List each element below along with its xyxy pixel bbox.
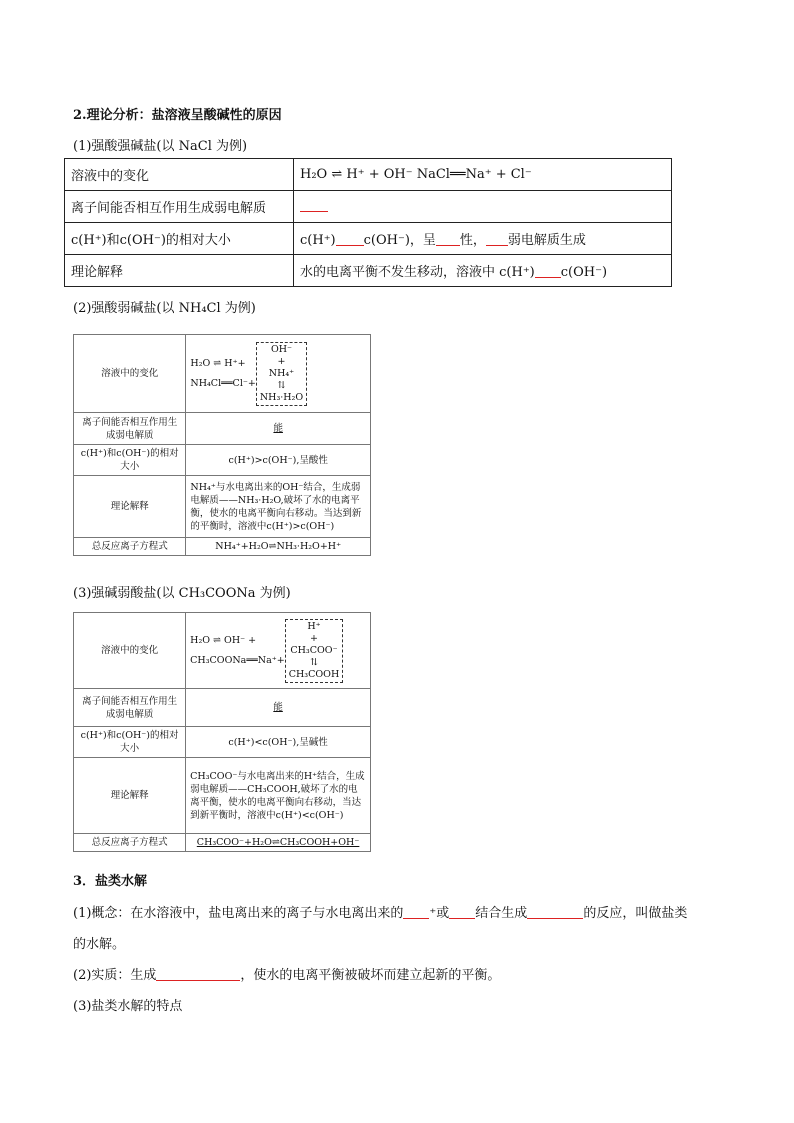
row-label: 总反应离子方程式 — [74, 538, 186, 556]
text: (2)实质：生成 — [73, 968, 157, 983]
equilibrium-arrow: ⇅ — [310, 656, 318, 668]
blank-line[interactable] — [300, 199, 328, 212]
text: c(OH⁻) — [560, 265, 608, 280]
table-row — [74, 613, 371, 689]
text: ，使水的电离平衡被破坏而建立起新的平衡。 — [240, 968, 501, 983]
row-label: c(H⁺)和c(OH⁻)的相对大小 — [65, 223, 294, 255]
weak-electrolyte: CH₃COOH — [288, 668, 340, 680]
table-row — [74, 335, 371, 413]
text: c(OH⁻)，呈 — [363, 233, 436, 248]
plus: + — [277, 355, 286, 367]
blank-line[interactable] — [436, 233, 460, 246]
essence-line — [73, 964, 500, 983]
text: 弱电解质生成 — [507, 233, 586, 248]
blank-line[interactable] — [527, 906, 583, 919]
equation: CH₃COO⁻+H₂O⇌CH₃COOH+OH⁻ — [196, 837, 360, 848]
table-row — [74, 758, 371, 834]
row-label: 理论解释 — [65, 255, 294, 287]
section-heading-2: 2.理论分析：盐溶液呈酸碱性的原因 — [73, 108, 282, 123]
blank-line[interactable] — [486, 233, 508, 246]
text: 水的电离平衡不发生移动，溶液中 c(H⁺) — [300, 265, 535, 280]
text: c(H⁺) — [300, 233, 336, 248]
subsection-1-title: (1)强酸强碱盐(以 NaCl 为例) — [73, 139, 248, 154]
row-content — [294, 223, 672, 255]
blank-line[interactable] — [449, 906, 475, 919]
row-content — [186, 689, 371, 727]
table-row — [65, 159, 672, 191]
weak-electrolyte: NH₃·H₂O — [259, 391, 304, 403]
row-label: 溶液中的变化 — [74, 613, 186, 689]
row-content — [186, 413, 371, 445]
row-content — [186, 613, 371, 689]
blank-line[interactable] — [336, 233, 364, 246]
table-row — [74, 538, 371, 556]
row-label: c(H⁺)和c(OH⁻)的相对大小 — [74, 727, 186, 758]
blank-line[interactable] — [403, 906, 429, 919]
ion: H⁺ — [307, 620, 321, 632]
row-content — [186, 834, 371, 852]
text: 结合生成 — [475, 906, 528, 921]
row-content: NH₄⁺+H₂O⇌NH₃·H₂O+H⁺ — [186, 538, 371, 556]
blank-line[interactable] — [156, 968, 240, 981]
equation-line: H₂O ⇌ H⁺+ — [190, 357, 246, 369]
row-content — [186, 335, 371, 413]
table-row — [65, 223, 672, 255]
features-title: (3)盐类水解的特点 — [73, 999, 183, 1014]
answer: 能 — [273, 702, 283, 713]
table-row — [74, 476, 371, 538]
row-label: 离子间能否相互作用生成弱电解质 — [65, 191, 294, 223]
table-row — [65, 191, 672, 223]
table-strong-acid-weak-base — [73, 334, 371, 556]
row-label: 理论解释 — [74, 476, 186, 538]
table-row — [65, 255, 672, 287]
section-heading-3: 3．盐类水解 — [73, 874, 148, 889]
ion: CH₃COO⁻ — [290, 644, 338, 656]
text: (1)概念：在水溶液中，盐电离出来的离子与水电离出来的 — [73, 906, 404, 921]
table-strong-base-weak-acid — [73, 612, 371, 852]
table-row — [74, 445, 371, 476]
row-label: 理论解释 — [74, 758, 186, 834]
row-content: c(H⁺)>c(OH⁻),呈酸性 — [186, 445, 371, 476]
concept-continuation: 的水解。 — [73, 937, 126, 952]
row-label: 总反应离子方程式 — [74, 834, 186, 852]
table-row — [74, 689, 371, 727]
row-content — [294, 191, 672, 223]
concept-line — [73, 902, 687, 921]
text: 性， — [459, 233, 486, 248]
row-content: H₂O ⇌ H⁺ + OH⁻ NaCl══Na⁺ + Cl⁻ — [294, 159, 672, 191]
equation-line: H₂O ⇌ OH⁻ + — [190, 634, 257, 646]
plus: + — [310, 632, 318, 644]
equation-line: CH₃COONa══Na⁺+ — [190, 654, 285, 666]
blank-line[interactable] — [535, 265, 561, 278]
table-row — [74, 727, 371, 758]
equilibrium-arrow: ⇅ — [277, 379, 286, 391]
row-label: 溶液中的变化 — [65, 159, 294, 191]
equation-line: NH₄Cl══Cl⁻+ — [190, 377, 256, 389]
table-row — [74, 413, 371, 445]
ion: NH₄⁺ — [268, 367, 295, 379]
table-row — [74, 834, 371, 852]
row-content: CH₃COO⁻与水电离出来的H⁺结合，生成弱电解质——CH₃COOH,破坏了水的电离平衡，使水的电离平衡向右移动，当达到新平衡时，溶液中c(H⁺)<c(OH⁻) — [186, 758, 371, 834]
answer: 能 — [273, 423, 283, 434]
subsection-3-title: (3)强碱弱酸盐(以 CH₃COONa 为例) — [73, 586, 291, 601]
row-content — [294, 255, 672, 287]
ion: OH⁻ — [270, 343, 293, 355]
row-label: c(H⁺)和c(OH⁻)的相对大小 — [74, 445, 186, 476]
row-label: 溶液中的变化 — [74, 335, 186, 413]
row-label: 离子间能否相互作用生成弱电解质 — [74, 689, 186, 727]
ion-combination-box — [256, 342, 307, 406]
text: ⁺或 — [429, 906, 450, 921]
ion-combination-box — [285, 619, 344, 683]
subsection-2-title: (2)强酸弱碱盐(以 NH₄Cl 为例) — [73, 301, 256, 316]
row-content: NH₄⁺与水电离出来的OH⁻结合，生成弱电解质——NH₃·H₂O,破坏了水的电离平衡，使水的电离平衡向右移动。当达到新的平衡时，溶液中c(H⁺)>c(OH⁻) — [186, 476, 371, 538]
row-label: 离子间能否相互作用生成弱电解质 — [74, 413, 186, 445]
table-strong-acid-strong-base — [64, 158, 672, 287]
text: 的反应，叫做盐类 — [583, 906, 688, 921]
row-content: c(H⁺)<c(OH⁻),呈碱性 — [186, 727, 371, 758]
